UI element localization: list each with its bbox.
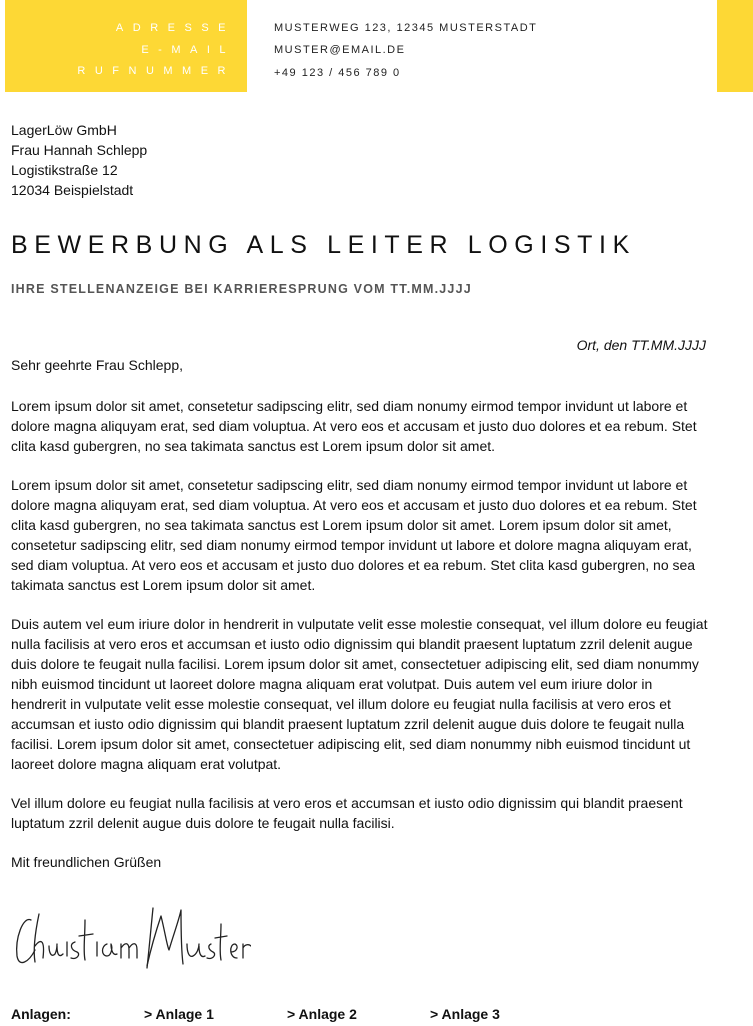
letter-body xyxy=(11,396,711,872)
attachment-item: > Anlage 3 xyxy=(430,1006,500,1022)
attachment-item: > Anlage 1 xyxy=(144,1006,214,1022)
salutation: Sehr geehrte Frau Schlepp, xyxy=(11,357,183,373)
body-paragraph: Lorem ipsum dolor sit amet, consetetur sadipscing elitr, sed diam nonumy eirmod tempor invidunt ut labore et dolore magna aliquyam erat, sed diam voluptua. At vero eos et accusam et justo duo dolores et ea rebum. Stet clita kasd gubergren, no sea takimata sanctus est Lorem ipsum dolor sit amet. Lorem ipsum dolor sit amet, consetetur sadipscing elitr, sed diam nonumy eirmod tempor invidunt ut labore et dolore magna aliquyam erat, sed diam voluptua. At vero eos et accusam et justo duo dolores et ea rebum. Stet clita kasd gubergren, no sea takimata sanctus est Lorem ipsum dolor sit amet. xyxy=(11,477,697,593)
body-paragraph: Lorem ipsum dolor sit amet, consetetur sadipscing elitr, sed diam nonumy eirmod tempor invidunt ut labore et dolore magna aliquyam erat, sed diam voluptua. At vero eos et accusam et justo duo dolores et ea rebum. Stet clita kasd gubergren, no sea takimata sanctus est Lorem ipsum dolor sit amet. xyxy=(11,398,697,454)
contact-phone: +49 123 / 456 789 0 xyxy=(274,67,401,79)
recipient-city: 12034 Beispielstadt xyxy=(11,182,134,198)
label-phone: RUFNUMMER xyxy=(77,65,235,77)
header-accent-bar xyxy=(717,0,753,92)
letter-date: Ort, den TT.MM.JJJJ xyxy=(576,337,706,353)
label-address: ADRESSE xyxy=(115,22,235,34)
recipient-street: Logistikstraße 12 xyxy=(11,162,118,178)
contact-address: MUSTERWEG 123, 12345 MUSTERSTADT xyxy=(274,22,538,34)
signature-icon xyxy=(11,898,251,978)
recipient-block xyxy=(11,120,147,200)
recipient-person: Frau Hannah Schlepp xyxy=(11,142,148,158)
body-paragraph: Vel illum dolore eu feugiat nulla facilisis at vero eros et accumsan et iusto odio dignissim qui blandit praesent luptatum zzril delenit augue duis dolore te feugait nulla facilisi. xyxy=(11,795,683,831)
label-email: E-MAIL xyxy=(141,44,235,56)
closing: Mit freundlichen Grüßen xyxy=(11,854,162,870)
contact-email: MUSTER@EMAIL.DE xyxy=(274,44,406,56)
header-label-box xyxy=(5,0,247,92)
recipient-company: LagerLöw GmbH xyxy=(11,122,117,138)
body-paragraph: Duis autem vel eum iriure dolor in hendrerit in vulputate velit esse molestie consequat, vel illum dolore eu feugiat nulla facilisis at vero eros et accumsan et iusto odio dignissim qui blandit praesent luptatum zzril delenit augue duis dolore te feugait nulla facilisi. Lorem ipsum dolor sit amet, consectetuer adipiscing elit, sed diam nonummy nibh euismod tincidunt ut laoreet dolore magna aliquam erat volutpat. Duis autem vel eum iriure dolor in hendrerit in vulputate velit esse molestie consequat, vel illum dolore eu feugiat nulla facilisis at vero eros et accumsan et iusto odio dignissim qui blandit praesent luptatum zzril delenit augue duis dolore te feugait nulla facilisi. Lorem ipsum dolor sit amet, consectetuer adipiscing elit, sed diam nonummy nibh euismod tincidunt ut laoreet dolore magna aliquam erat volutpat. xyxy=(11,616,708,772)
letter-subtitle: IHRE STELLENANZEIGE BEI KARRIERESPRUNG VOM TT.MM.JJJJ xyxy=(11,282,472,296)
attachment-item: > Anlage 2 xyxy=(287,1006,357,1022)
attachments-label: Anlagen: xyxy=(11,1006,71,1022)
letter-title: BEWERBUNG ALS LEITER LOGISTIK xyxy=(11,231,636,259)
